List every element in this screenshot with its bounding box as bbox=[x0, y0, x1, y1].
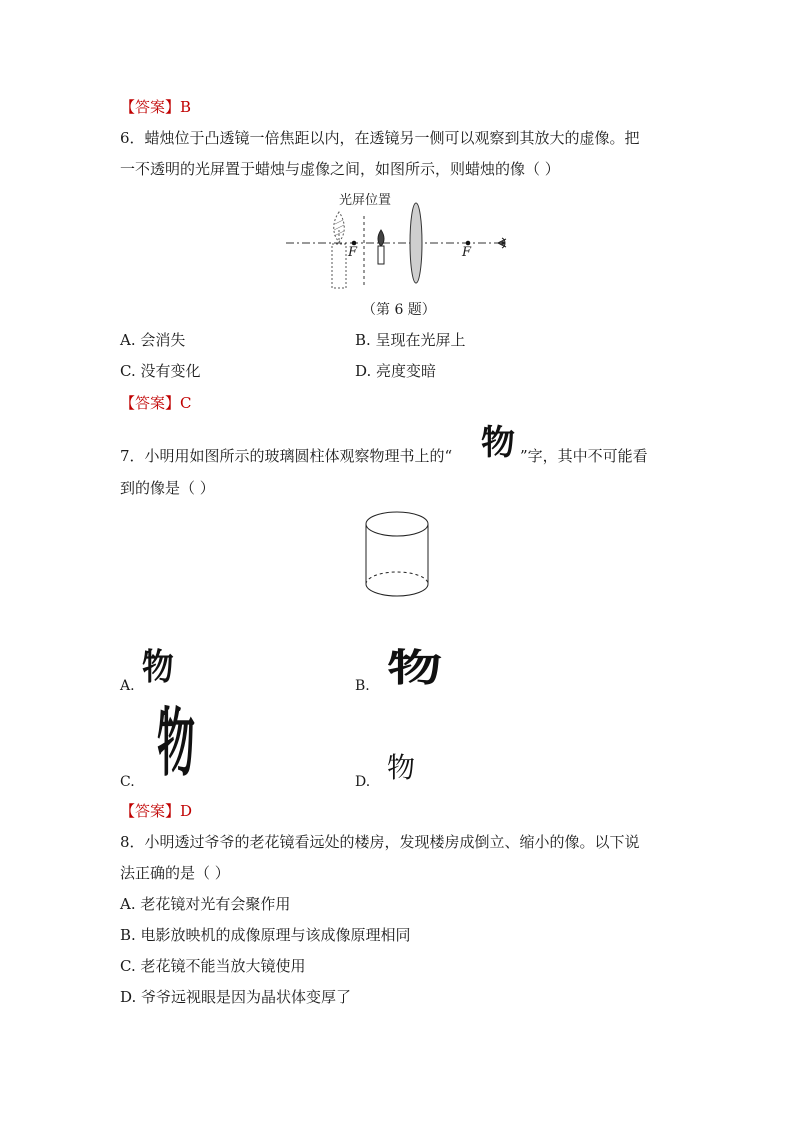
q6-option-c: C. 没有变化 bbox=[120, 362, 201, 380]
q7-option-a-char: 物 bbox=[142, 647, 174, 688]
screen-position-label: 光屏位置 bbox=[339, 193, 392, 208]
q6-option-d: D. 亮度变暗 bbox=[355, 362, 437, 380]
q7-stem-line2: 到的像是（ ） bbox=[120, 479, 215, 497]
q6-stem-line1: 6．蜡烛位于凸透镜一倍焦距以内，在透镜另一侧可以观察到其放大的虚像。把 bbox=[120, 129, 640, 147]
q8-stem-line1: 8．小明透过爷爷的老花镜看远处的楼房，发现楼房成倒立、缩小的像。以下说 bbox=[120, 833, 640, 851]
focus-left-label: F bbox=[348, 245, 358, 260]
q8-option-d: D. 爷爷远视眼是因为晶状体变厚了 bbox=[120, 988, 352, 1006]
q7-stem-line1 bbox=[120, 446, 452, 466]
q6-option-b: B. 呈现在光屏上 bbox=[355, 331, 466, 349]
answer-value: C bbox=[180, 394, 192, 412]
q8-stem-line2: 法正确的是（ ） bbox=[120, 864, 230, 882]
figure-caption: （第 6 题） bbox=[362, 302, 436, 318]
q6-option-a: A. 会消失 bbox=[120, 331, 186, 349]
q7-option-b-char: 物 bbox=[387, 646, 443, 690]
q8-option-a: A. 老花镜对光有会聚作用 bbox=[120, 895, 291, 913]
q7-option-c-char: 物 bbox=[157, 700, 196, 786]
glass-cylinder bbox=[363, 508, 433, 600]
q7-option-a-label: A. bbox=[120, 678, 135, 694]
q7-option-b-label: B. bbox=[355, 678, 370, 694]
q7-option-d-char: 物 bbox=[387, 751, 416, 784]
focus-right-label: F bbox=[462, 245, 472, 260]
answer-tag: 【答案】 bbox=[120, 394, 181, 412]
q6-stem-line2: 一不透明的光屏置于蜡烛与虚像之间，如图所示，则蜡烛的像（ ） bbox=[120, 160, 560, 178]
answer-value: B bbox=[180, 98, 192, 116]
q7-stem-post: ”字，其中不可能看 bbox=[520, 447, 648, 465]
virtual-image-candle bbox=[332, 212, 346, 288]
q7-option-d-label: D. bbox=[355, 774, 371, 790]
q8-option-c: C. 老花镜不能当放大镜使用 bbox=[120, 957, 306, 975]
q7-stem-pre: 7．小明用如图所示的玻璃圆柱体观察物理书上的“ bbox=[120, 447, 453, 465]
q6-lens-diagram bbox=[280, 200, 520, 295]
virtual-image-flame-hatch bbox=[334, 220, 344, 236]
q6-answer bbox=[120, 393, 192, 413]
q7-option-c-label: C. bbox=[120, 774, 135, 790]
q7-stem-char: 物 bbox=[481, 423, 515, 463]
convex-lens bbox=[410, 203, 422, 283]
q8-option-b: B. 电影放映机的成像原理与该成像原理相同 bbox=[120, 926, 411, 944]
answer-tag: 【答案】 bbox=[120, 98, 181, 116]
real-candle bbox=[378, 230, 384, 264]
answer-value: D bbox=[180, 802, 193, 820]
answer-tag: 【答案】 bbox=[120, 802, 181, 820]
q7-answer bbox=[120, 801, 192, 821]
q5-answer bbox=[120, 97, 191, 117]
